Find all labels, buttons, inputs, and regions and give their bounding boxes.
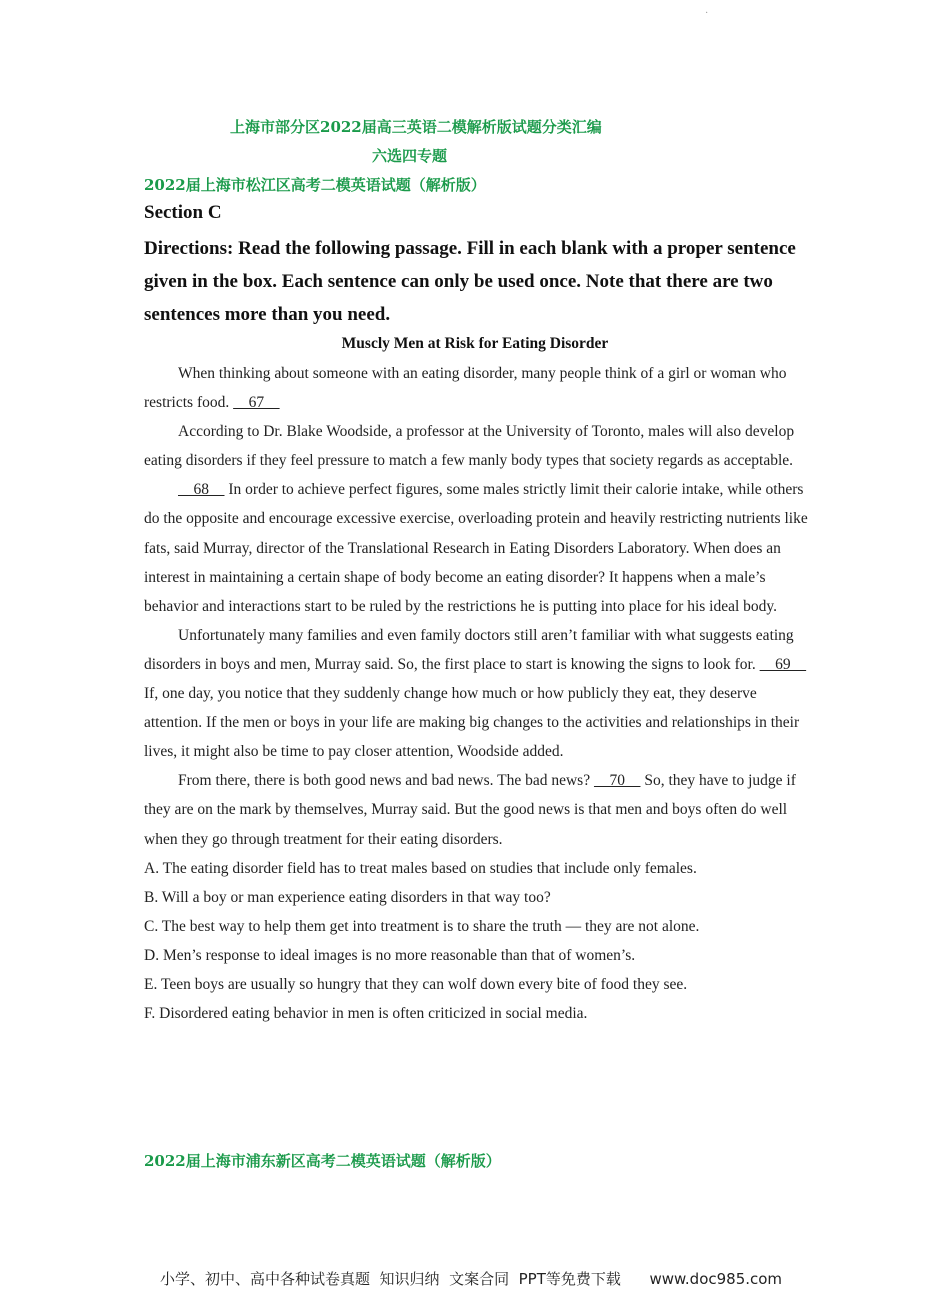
paragraph-text: In order to achieve perfect figures, some males strictly limit their calorie intake, while others do the opposite and encourage excessive exercise, overloading protein and heavily restricting nutrients like fats, said Murray, director of the Translational Research in Eating Disorders Laboratory. When does an interest in maintaining a certain shape of body become an eating disorder? It happens when a male’s behavior and interactions start to be ruled by the restrictions he is putting into place for his ideal body. [144,481,808,615]
option-e: E. Teen boys are usually so hungry that they can wolf down every bite of food they see. [144,975,688,993]
option-a: A. The eating disorder field has to treat males based on studies that include only females. [144,859,697,877]
doc-title: 上海市部分区2022届高三英语二模解析版试题分类汇编 [230,118,602,136]
page-mark: · [705,8,709,19]
paragraph-text: If, one day, you notice that they suddenly change how much or how publicly they eat, they deserve attention. If the men or boys in your life are making big changes to the activities and relationships in their lives, it might also be time to pay closer attention, Woodside added. [144,685,800,761]
blank-69: 69 [759,655,807,673]
section-heading: Section C [144,202,222,223]
paragraph-text: From there, there is both good news and bad news. The bad news? [178,772,594,790]
next-source-heading: 2022届上海市浦东新区高考二模英语试题（解析版） [144,1152,501,1170]
paragraph [144,359,810,417]
source-heading: 2022届上海市松江区高考二模英语试题（解析版） [144,176,486,194]
paragraph-text: So, they have to judge if they are on the mark by themselves, Murray said. But the good news is that men and boys often do well when they go through treatment for their eating disorders. [144,772,796,848]
option-b: B. Will a boy or man experience eating disorders in that way too? [144,888,551,906]
option-d: D. Men’s response to ideal images is no more reasonable than that of women’s. [144,946,636,964]
blank-70: 70 [593,772,641,790]
option-c: C. The best way to help them get into treatment is to share the truth — they are not alone. [144,917,700,935]
paragraph-text: Unfortunately many families and even family doctors still aren’t familiar with what suggests eating disorders in boys and men, Murray said. So, the first place to start is knowing the signs to look for. [144,626,794,673]
option-f: F. Disordered eating behavior in men is often criticized in social media. [144,1005,588,1023]
doc-subtitle: 六选四专题 [372,147,448,165]
passage-title: Muscly Men at Risk for Eating Disorder [341,335,609,352]
paragraph [144,475,810,620]
paragraph: According to Dr. Blake Woodside, a professor at the University of Toronto, males will also develop eating disorders if they feel pressure to match a few manly body types that society regards as acceptable. [144,423,795,470]
paragraph [144,766,810,853]
blank-67: 67 [233,394,280,412]
directions: Directions: Read the following passage. Fill in each blank with a proper sentence given in the box. Each sentence can only be used once. Note that there are two sentences more than you need. [144,238,796,325]
page-footer: 小学、初中、高中各种试卷真题 知识归纳 文案合同 PPT等免费下载 www.doc985.com [160,1270,783,1288]
paragraph [144,621,810,766]
paragraph-text: When thinking about someone with an eating disorder, many people think of a girl or woman who restricts food. [144,365,787,412]
blank-68: 68 [178,481,225,499]
passage-body [144,359,810,1028]
